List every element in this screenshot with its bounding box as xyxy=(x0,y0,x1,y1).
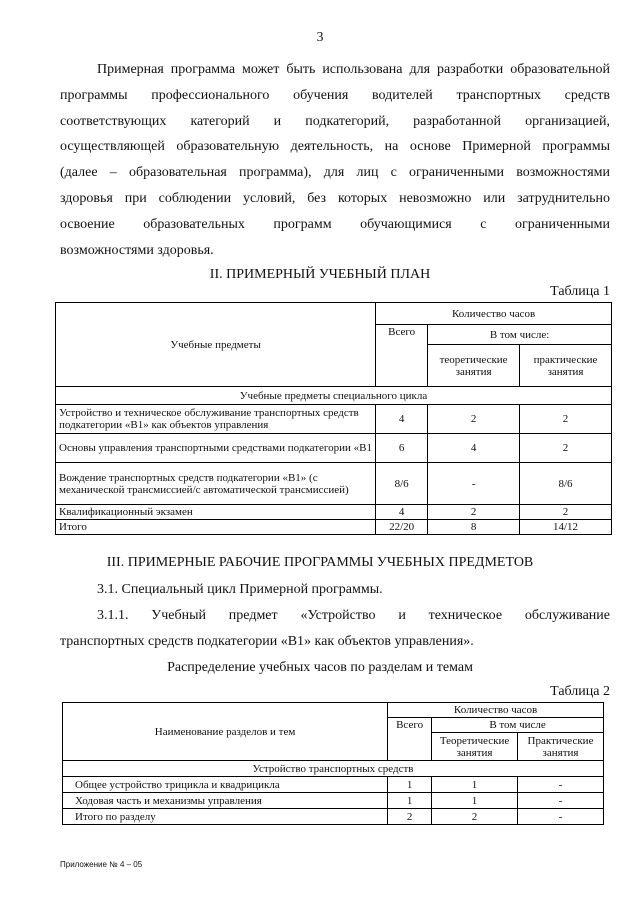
table-1 xyxy=(55,302,612,535)
intro-line: здоровья при соблюдении условий, без которых невозможно или затруднительно xyxy=(60,190,610,206)
item-3-1: 3.1. Специальный цикл Примерной программы. xyxy=(97,582,383,597)
table-1-cell-theory: - xyxy=(428,463,520,505)
table-1-header-subjects: Учебные предметы xyxy=(56,303,376,387)
table-1-cell-theory: 2 xyxy=(428,405,520,434)
distribution-title: Распределение учебных часов по разделам и темам xyxy=(167,660,473,675)
table-2-cell-total: 1 xyxy=(388,793,432,809)
intro-paragraph xyxy=(60,57,610,263)
intro-line: осуществляющей образовательную деятельность, на основе Примерной программы xyxy=(60,139,610,155)
table-1-cell-total: 6 xyxy=(376,434,428,463)
table-1-cell-theory: 2 xyxy=(428,505,520,520)
table-1-cell-total: 8/6 xyxy=(376,463,428,505)
footer-note: Приложение № 4 – 05 xyxy=(60,860,143,869)
table-1-header-theory: теоретические занятия xyxy=(428,345,520,387)
table-1-cell-theory: 4 xyxy=(428,434,520,463)
table-2-header-practice: Практические занятия xyxy=(518,733,604,761)
intro-line: освоение образовательных программ обучающимися с ограниченными xyxy=(60,216,610,232)
table-1-cell-practice: 8/6 xyxy=(520,463,612,505)
table-1-header-total: Всего xyxy=(376,325,428,387)
table-1-caption: Таблица 1 xyxy=(550,284,610,299)
item-3-1-1 xyxy=(60,603,610,655)
table-2-header-theory: Теоретические занятия xyxy=(432,733,518,761)
section-3-title: III. ПРИМЕРНЫЕ РАБОЧИЕ ПРОГРАММЫ УЧЕБНЫХ ПРЕДМЕТОВ xyxy=(106,555,534,570)
table-1-cell-name: Итого xyxy=(56,520,376,535)
table-1-cell-name: Квалификационный экзамен xyxy=(56,505,376,520)
table-1-header-including: В том числе: xyxy=(428,325,612,345)
item-3-1-1-line: 3.1.1. Учебный предмет «Устройство и техническое обслуживание xyxy=(97,608,610,623)
table-2-cell-total: 1 xyxy=(388,777,432,793)
table-2-cell-practice: - xyxy=(518,809,604,825)
table-2-caption: Таблица 2 xyxy=(550,684,610,699)
table-2-cell-name: Итого по разделу xyxy=(63,809,388,825)
table-1-cell-total: 4 xyxy=(376,505,428,520)
table-1-cell-total: 22/20 xyxy=(376,520,428,535)
table-1-cell-theory: 8 xyxy=(428,520,520,535)
table-1-cell-name: Устройство и техническое обслуживание транспортных средств подкатегории «В1» как объектов управления xyxy=(56,405,376,434)
intro-line: возможностями здоровья. xyxy=(60,242,214,258)
page-number: 3 xyxy=(316,30,324,45)
table-1-cell-name: Основы управления транспортными средствами подкатегории «В1 xyxy=(56,434,376,463)
intro-line: соответствующих категорий и подкатегорий, разработанной организацией, xyxy=(60,113,610,129)
table-2-header-names: Наименование разделов и тем xyxy=(63,703,388,761)
table-1-header-hours: Количество часов xyxy=(376,303,612,325)
table-2-cell-name: Ходовая часть и механизмы управления xyxy=(63,793,388,809)
table-2-header-total: Всего xyxy=(388,718,432,761)
section-2-title: II. ПРИМЕРНЫЙ УЧЕБНЫЙ ПЛАН xyxy=(209,267,431,282)
table-1-cell-practice: 2 xyxy=(520,434,612,463)
table-2 xyxy=(62,702,604,825)
table-1-cell-practice: 2 xyxy=(520,505,612,520)
table-1-cell-practice: 2 xyxy=(520,405,612,434)
item-3-1-1-line: транспортных средств подкатегории «В1» как объектов управления». xyxy=(60,633,474,649)
table-1-section-row: Учебные предметы специального цикла xyxy=(56,387,612,405)
table-2-section-row: Устройство транспортных средств xyxy=(63,761,604,777)
table-2-header-including: В том числе xyxy=(432,718,604,733)
table-1-cell-practice: 14/12 xyxy=(520,520,612,535)
table-2-cell-theory: 2 xyxy=(432,809,518,825)
table-2-cell-theory: 1 xyxy=(432,793,518,809)
table-2-cell-name: Общее устройство трицикла и квадрицикла xyxy=(63,777,388,793)
table-2-cell-total: 2 xyxy=(388,809,432,825)
intro-line: программы профессионального обучения водителей транспортных средств xyxy=(60,87,610,103)
table-1-header-practice: практические занятия xyxy=(520,345,612,387)
table-2-cell-practice: - xyxy=(518,777,604,793)
table-2-header-hours: Количество часов xyxy=(388,703,604,718)
table-2-cell-practice: - xyxy=(518,793,604,809)
intro-line: (далее – образовательная программа), для лиц с ограниченными возможностями xyxy=(60,165,610,181)
intro-line: Примерная программа может быть использована для разработки образовательной xyxy=(97,62,610,77)
table-2-cell-theory: 1 xyxy=(432,777,518,793)
table-1-cell-total: 4 xyxy=(376,405,428,434)
table-1-cell-name: Вождение транспортных средств подкатегории «В1» (с механической трансмиссией/с автоматической трансмиссией) xyxy=(56,463,376,505)
